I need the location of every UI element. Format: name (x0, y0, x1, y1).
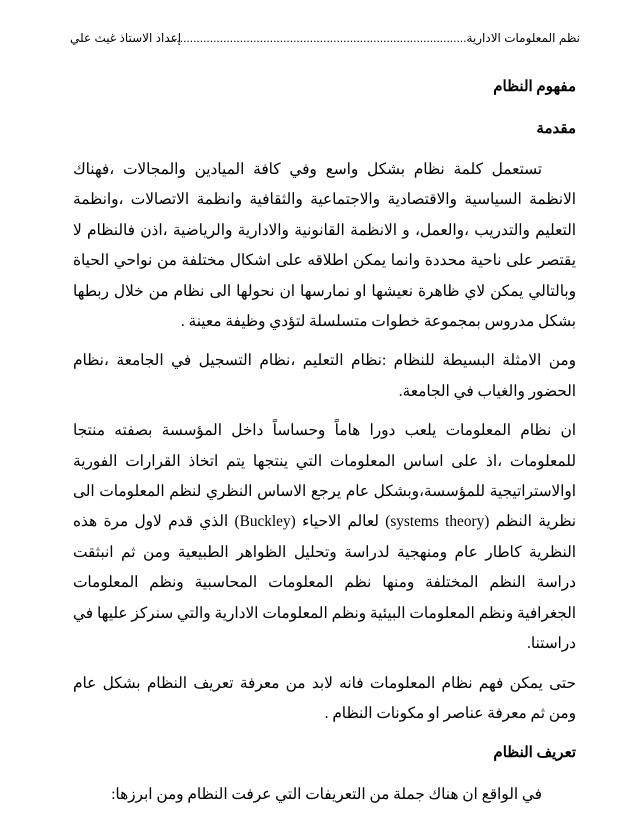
header-dots: .......................................................................................... (166, 31, 467, 45)
page-header (70, 31, 580, 47)
heading-system-concept: مفهوم النظام (493, 79, 576, 95)
paragraph-understanding-systems: حتى يمكن فهم نظام المعلومات فانه لابد من معرفة تعريف النظام بشكل عام ومن ثم معرفة عناصر او مكونات النظام . (73, 674, 576, 722)
paragraph-definitions-intro: في الواقع ان هناك جملة من التعريفات التي عرفت النظام ومن ابرزها: (111, 786, 542, 804)
paragraph-system-usage: تستعمل كلمة نظام بشكل واسع وفي كافة الميادين والمجالات ،فهناك الانظمة السياسية والاقتصادية والاجتماعية والثقافية وانظمة الاتصالات ،وانظمة التعليم والتدريب ،والعمل، و الانظمة القانونية والادارية والرياضية ،اذن فالنظام لا يقتصر على ناحية محددة وانما يمكن اطلاقه على اشكال مختلفة من نواحي الحياة وبالتالي يمكن لاي ظاهرة نعيشها او نمارسها ان نحولها الى نظام من خلال ربطها بشكل مدروس بمجموعة خطوات متسلسلة لتؤدي وظيفة معينة . (73, 161, 576, 331)
heading-system-definition: تعريف النظام (493, 745, 576, 762)
paragraph-information-systems: ان نظام المعلومات يلعب دورا هاماً وحساساً داخل المؤسسة بصفته منتجا للمعلومات ،اذ على اساس المعلومات التي ينتجها يتم اتخاذ القرارات الفورية اوالاستراتيجية للمؤسسة،وبشكل عام يرجع الاساس النظري لنظم المعلومات الى نظرية النظم (systems theory) لعالم الاحياء (Buckley) الذي قدم لاول مرة هذه النظرية كاطار عام ومنهجية لدراسة وتحليل الظواهر الطبيعية ومن ثم انبثقت دراسة النظم المختلفة ومنها نظم المعلومات المحاسبية ونظم المعلومات الجغرافية ونظم المعلومات البيئية ونظم المعلومات الادارية والتي سنركز عليها في دراستنا. (73, 422, 576, 653)
heading-introduction: مقدمة (536, 121, 576, 137)
page-content (73, 70, 576, 811)
header-course-title (166, 31, 580, 45)
header-title: نظم المعلومات الادارية (466, 31, 580, 45)
header-author: إعداد الاستاذ غيث علي (70, 31, 182, 45)
paragraph-system-examples: ومن الامثلة البسيطة للنظام :نظام التعليم ،نظام التسجيل في الجامعة ،نظام الحضور والغياب في الجامعة. (73, 352, 576, 400)
